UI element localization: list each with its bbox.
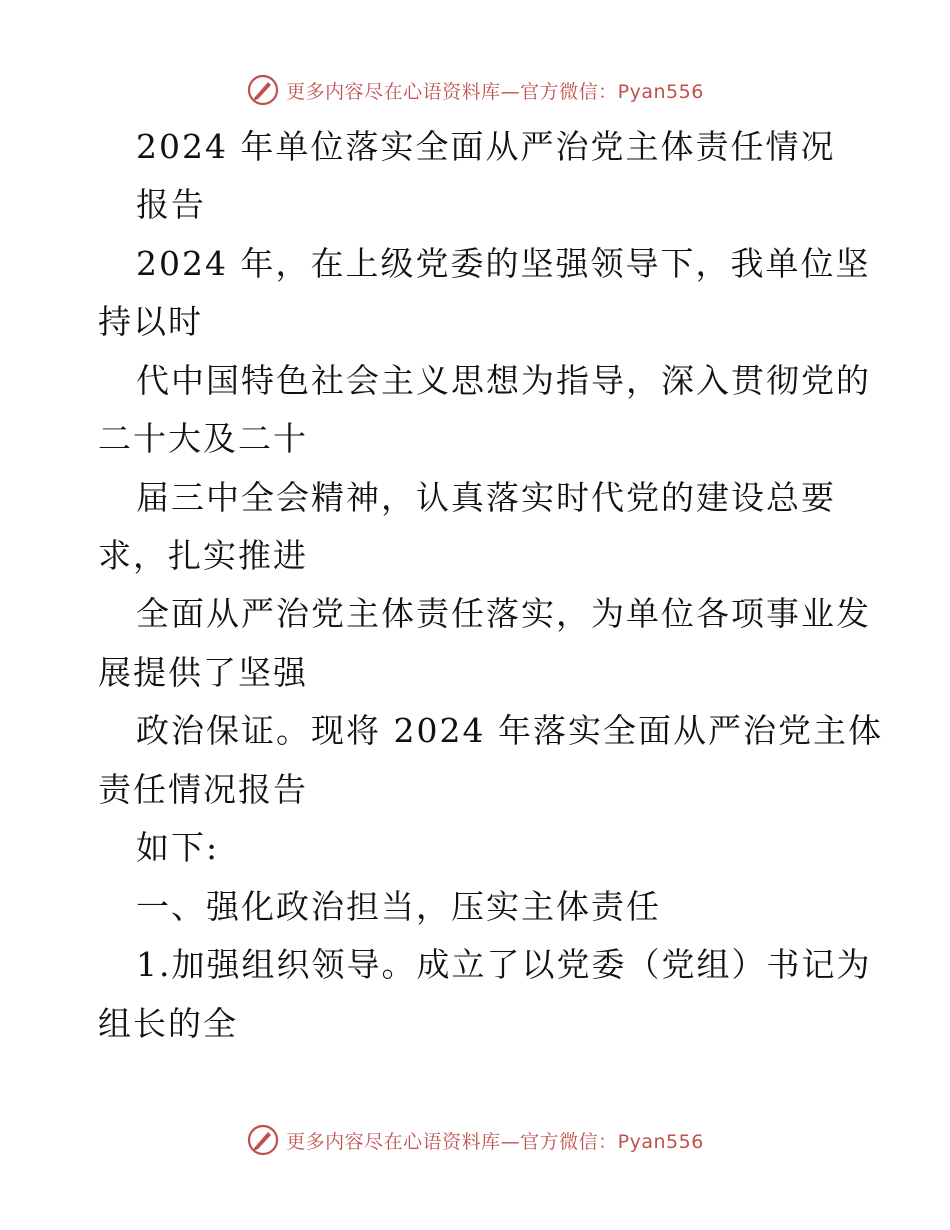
paragraph-line: 二十大及二十 xyxy=(98,419,308,458)
watermark-text: 更多内容尽在心语资料库—官方微信：Pyan556 xyxy=(286,80,704,103)
paragraph-line: 2024 年，在上级党委的坚强领导下，我单位坚 xyxy=(136,244,871,283)
section-heading: 一、强化政治担当，压实主体责任 xyxy=(136,887,661,926)
header-watermark xyxy=(0,70,950,110)
quill-seal-icon xyxy=(246,73,280,107)
paragraph-line: 代中国特色社会主义思想为指导，深入贯彻党的 xyxy=(136,361,871,400)
paragraph-line: 1.加强组织领导。成立了以党委（党组）书记为 xyxy=(136,945,872,984)
paragraph-line: 持以时 xyxy=(98,302,203,341)
paragraph-line: 展提供了坚强 xyxy=(98,653,308,692)
paragraph-line: 政治保证。现将 2024 年落实全面从严治党主体 xyxy=(136,711,883,750)
doc-title-line-1: 2024 年单位落实全面从严治党主体责任情况 xyxy=(136,127,836,166)
paragraph-line: 全面从严治党主体责任落实，为单位各项事业发 xyxy=(136,594,871,633)
footer-watermark xyxy=(0,1120,950,1160)
paragraph-line: 求，扎实推进 xyxy=(98,536,308,575)
paragraph-line: 届三中全会精神，认真落实时代党的建设总要 xyxy=(136,478,836,517)
quill-seal-icon xyxy=(246,1123,280,1157)
paragraph-line: 组长的全 xyxy=(98,1004,238,1043)
paragraph-line: 责任情况报告 xyxy=(98,770,308,809)
doc-title-line-2: 报告 xyxy=(136,185,206,224)
watermark-text: 更多内容尽在心语资料库—官方微信：Pyan556 xyxy=(286,1130,704,1153)
paragraph-line: 如下: xyxy=(136,828,220,867)
